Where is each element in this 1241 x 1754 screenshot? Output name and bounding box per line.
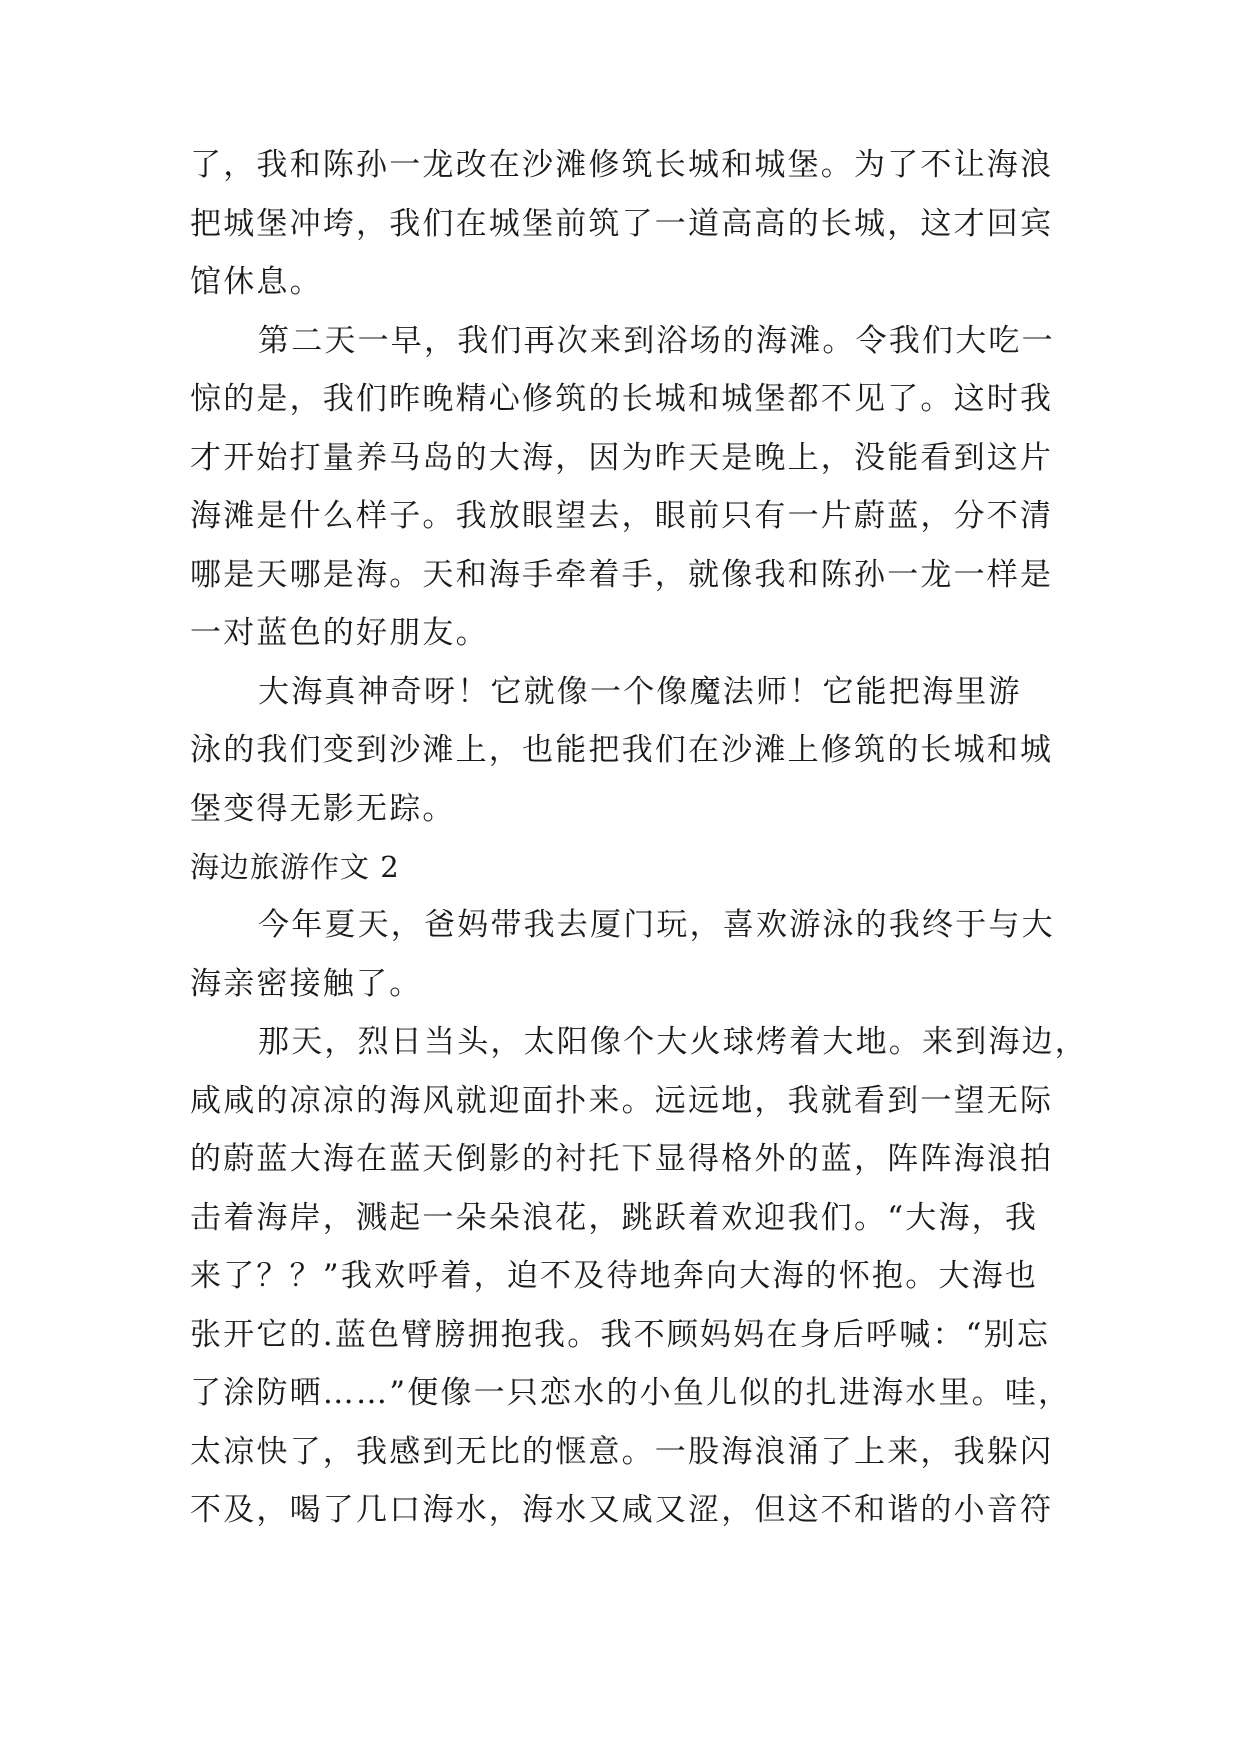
paragraph-line: 堡变得无影无踪。 [190, 791, 456, 827]
paragraph-line: 才开始打量养马岛的大海，因为昨天是晚上，没能看到这片 [190, 440, 1054, 476]
paragraph-line: 海滩是什么样子。我放眼望去，眼前只有一片蔚蓝，分不清 [190, 498, 1054, 534]
paragraph-line: 一对蓝色的好朋友。 [190, 615, 489, 651]
paragraph-line: 不及，喝了几口海水，海水又咸又涩，但这不和谐的小音符 [190, 1492, 1054, 1528]
paragraph-line: 第二天一早，我们再次来到浴场的海滩。令我们大吃一 [258, 323, 1055, 359]
paragraph-line: 今年夏天，爸妈带我去厦门玩，喜欢游泳的我终于与大 [258, 907, 1055, 943]
paragraph-line: 海亲密接触了。 [190, 966, 423, 1002]
paragraph-line: 惊的是，我们昨晚精心修筑的长城和城堡都不见了。这时我 [190, 381, 1054, 417]
paragraph-line: 大海真神奇呀！它就像一个像魔法师！它能把海里游 [258, 674, 1022, 710]
paragraph-line: 哪是天哪是海。天和海手牵着手，就像我和陈孙一龙一样是 [190, 557, 1054, 593]
paragraph-line: 来了？？”我欢呼着，迫不及待地奔向大海的怀抱。大海也 [190, 1258, 1039, 1294]
section-heading: 海边旅游作文 2 [190, 850, 400, 884]
paragraph-line: 太凉快了，我感到无比的惬意。一股海浪涌了上来，我躲闪 [190, 1434, 1054, 1470]
paragraph-line: 的蔚蓝大海在蓝天倒影的衬托下显得格外的蓝，阵阵海浪拍 [190, 1141, 1054, 1177]
paragraph-line: 把城堡冲垮，我们在城堡前筑了一道高高的长城，这才回宾 [190, 206, 1054, 242]
paragraph-line: 那天，烈日当头，太阳像个大火球烤着大地。来到海边， [258, 1024, 1088, 1060]
paragraph-line: 泳的我们变到沙滩上，也能把我们在沙滩上修筑的长城和城 [190, 732, 1054, 768]
paragraph-line: 馆休息。 [190, 264, 323, 300]
paragraph-line: 咸咸的凉凉的海风就迎面扑来。远远地，我就看到一望无际 [190, 1083, 1054, 1119]
paragraph-line: 张开它的.蓝色臂膀拥抱我。我不顾妈妈在身后呼喊：“别忘 [190, 1317, 1051, 1353]
paragraph-line: 了涂防晒……”便像一只恋水的小鱼儿似的扎进海水里。哇， [190, 1375, 1072, 1411]
paragraph-line: 了，我和陈孙一龙改在沙滩修筑长城和城堡。为了不让海浪 [190, 147, 1054, 183]
paragraph-line: 击着海岸，溅起一朵朵浪花，跳跃着欢迎我们。“大海，我 [190, 1200, 1039, 1236]
